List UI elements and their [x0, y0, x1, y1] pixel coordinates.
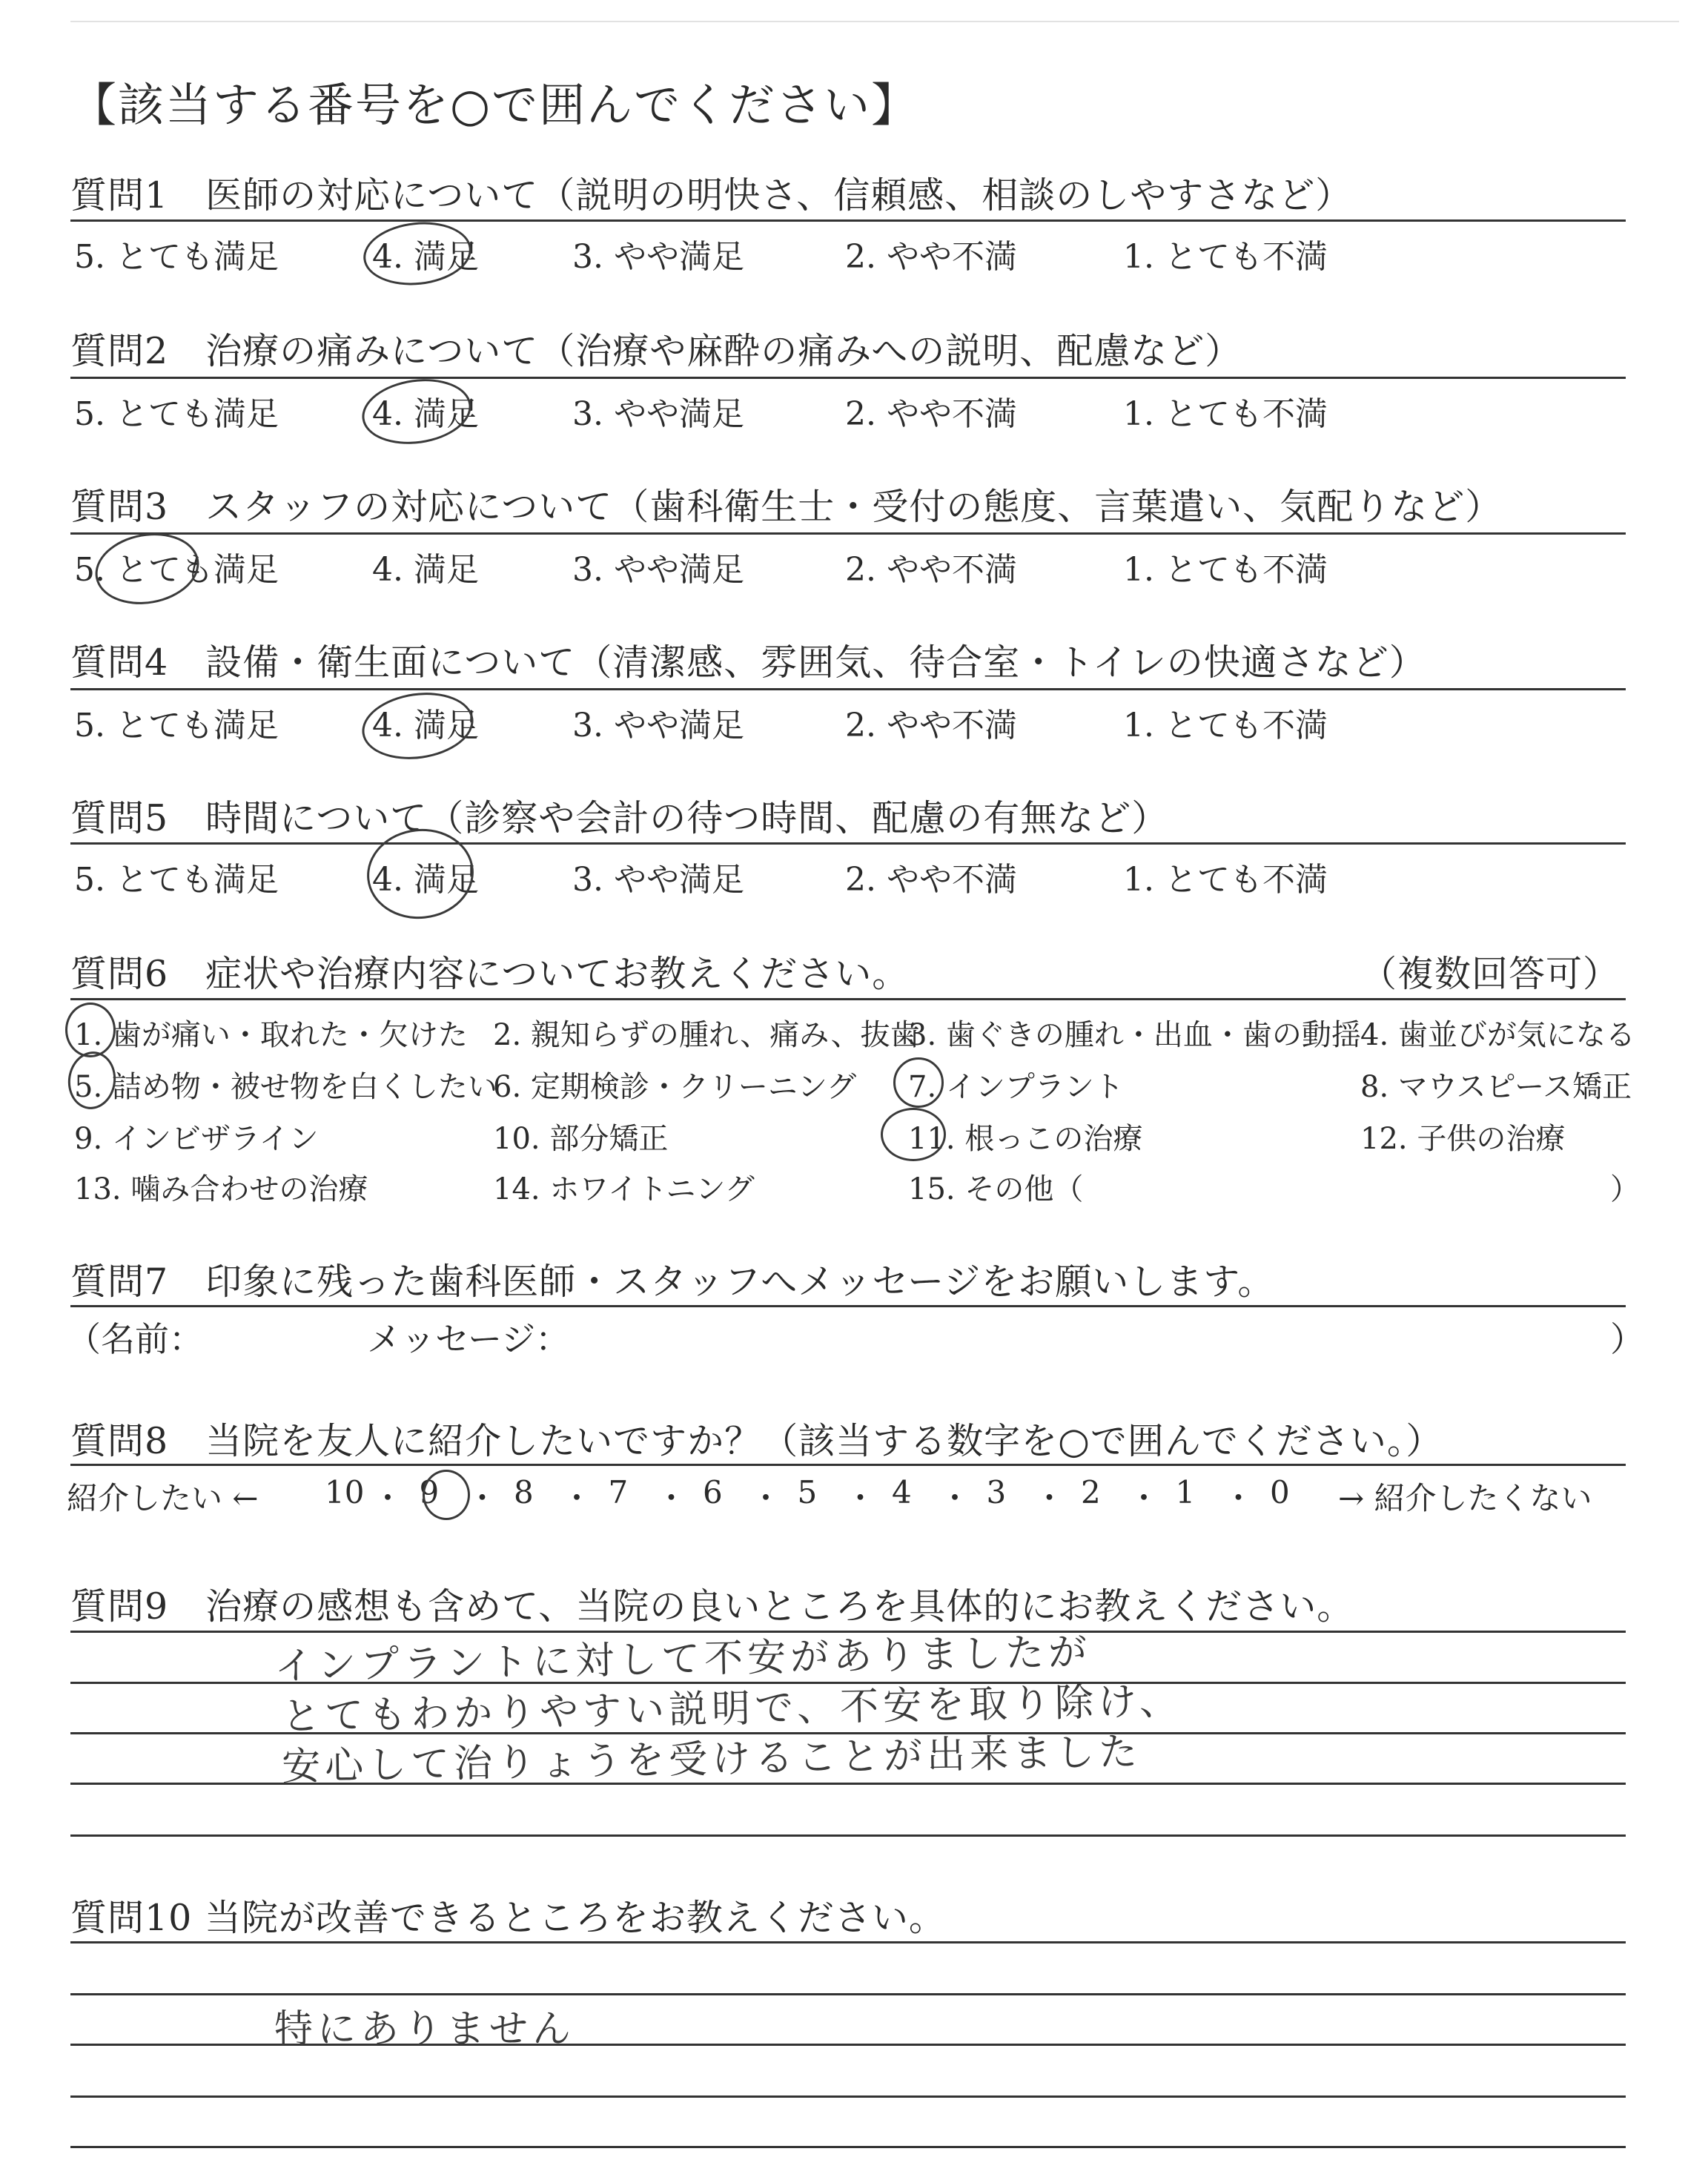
q6-option-2[interactable]: 2. 親知らずの腫れ、痛み、抜歯	[493, 1018, 920, 1052]
q7-message-label: メッセージ：	[367, 1319, 570, 1359]
q10-line-2	[70, 1993, 1626, 1995]
q8-scale-value-2[interactable]: 2	[1081, 1474, 1101, 1510]
q4-option-3[interactable]: 3. やや満足	[572, 707, 744, 744]
q6-option-7[interactable]: 7. インプラント	[908, 1070, 1124, 1104]
q8-scale-value-7[interactable]: 7	[608, 1474, 629, 1510]
question-3-title: 質問3 スタッフの対応について（歯科衛生士・受付の態度、言葉遣い、気配りなど）	[70, 486, 1503, 528]
q6-option-11[interactable]: 11. 根っこの治療	[908, 1122, 1143, 1156]
q1-selection-circle	[360, 217, 474, 291]
q6-selection-circle-1	[65, 1003, 116, 1057]
question-6-rule	[70, 998, 1626, 1000]
q6-option-3[interactable]: 3. 歯ぐきの腫れ・出血・歯の動揺	[908, 1018, 1361, 1052]
q10-line-5	[70, 2146, 1626, 2148]
question-4-title: 質問4 設備・衛生面について（清潔感、雰囲気、待合室・トイレの快適さなど）	[70, 641, 1426, 684]
q8-scale-value-8[interactable]: 8	[514, 1474, 534, 1510]
question-6-note: （複数回答可）	[1360, 953, 1621, 995]
question-2-rule	[70, 377, 1626, 379]
q9-line-5	[70, 1834, 1626, 1837]
q6-option-8[interactable]: 8. マウスピース矯正	[1360, 1070, 1632, 1104]
q10-line-4	[70, 2095, 1626, 2098]
q1-option-5[interactable]: 5. とても満足	[74, 238, 279, 276]
q8-scale-value-4[interactable]: 4	[892, 1474, 912, 1510]
q3-option-3[interactable]: 3. やや満足	[572, 551, 744, 589]
q8-scale-value-10[interactable]: 10	[325, 1474, 365, 1510]
question-7-title: 質問7 印象に残った歯科医師・スタッフへメッセージをお願いします。	[70, 1261, 1275, 1303]
q6-option-5[interactable]: 5. 詰め物・被せ物を白くしたい	[74, 1070, 497, 1104]
q8-scale-separator: ・	[372, 1480, 404, 1516]
q4-option-4[interactable]: 4. 満足	[372, 707, 479, 744]
q10-answer-line-1: 特にありません	[274, 2007, 576, 2052]
q7-close-paren: ）	[1610, 1319, 1644, 1359]
q5-option-5[interactable]: 5. とても満足	[74, 861, 279, 899]
q4-option-5[interactable]: 5. とても満足	[74, 707, 279, 744]
q6-option-13[interactable]: 13. 噛み合わせの治療	[74, 1172, 368, 1206]
q1-option-3[interactable]: 3. やや満足	[572, 238, 744, 276]
q8-scale-value-9[interactable]: 9	[419, 1474, 440, 1510]
question-2-title: 質問2 治療の痛みについて（治療や麻酔の痛みへの説明、配慮など）	[70, 330, 1242, 372]
q3-option-1[interactable]: 1. とても不満	[1123, 551, 1328, 589]
q1-option-4[interactable]: 4. 満足	[372, 238, 479, 276]
question-5-title: 質問5 時間について（診察や会計の待つ時間、配慮の有無など）	[70, 797, 1169, 839]
q3-option-4[interactable]: 4. 満足	[372, 551, 479, 589]
q9-answer-line-3: 安心して治りょうを受けることが出来ました	[281, 1729, 1142, 1790]
q2-option-1[interactable]: 1. とても不満	[1123, 395, 1328, 433]
question-1-title: 質問1 医師の対応について（説明の明快さ、信頼感、相談のしやすさなど）	[70, 174, 1353, 217]
question-7-rule	[70, 1305, 1626, 1307]
top-border	[70, 21, 1679, 22]
q8-scale-value-6[interactable]: 6	[703, 1474, 723, 1510]
question-6-title: 質問6 症状や治療内容についてお教えください。	[70, 953, 910, 995]
q8-right-label: → 紹介したくない	[1338, 1480, 1592, 1516]
q6-option-9[interactable]: 9. インビザライン	[74, 1122, 319, 1156]
q8-scale-value-5[interactable]: 5	[797, 1474, 818, 1510]
q8-left-label: 紹介したい ←	[67, 1480, 259, 1516]
q6-option-14[interactable]: 14. ホワイトニング	[493, 1172, 755, 1206]
q8-scale-separator: ・	[939, 1480, 971, 1516]
q5-option-1[interactable]: 1. とても不満	[1123, 861, 1328, 899]
q6-option-12[interactable]: 12. 子供の治療	[1360, 1122, 1566, 1156]
q4-option-2[interactable]: 2. やや不満	[845, 707, 1017, 744]
q3-option-2[interactable]: 2. やや不満	[845, 551, 1017, 589]
q5-option-3[interactable]: 3. やや満足	[572, 861, 744, 899]
q2-selection-circle	[358, 372, 476, 451]
question-8-title: 質問8 当院を友人に紹介したいですか？（該当する数字を○で囲んでください。）	[70, 1420, 1443, 1462]
q2-option-5[interactable]: 5. とても満足	[74, 395, 279, 433]
question-10-title: 質問10 当院が改善できるところをお教えください。	[70, 1897, 946, 1939]
q2-option-2[interactable]: 2. やや不満	[845, 395, 1017, 433]
q9-answer-line-2: とてもわかりやすい説明で、不安を取り除け、	[281, 1679, 1183, 1740]
q2-option-4[interactable]: 4. 満足	[372, 395, 479, 433]
q6-option-6[interactable]: 6. 定期検診・クリーニング	[493, 1070, 857, 1104]
q8-scale-separator: ・	[750, 1480, 782, 1516]
q8-scale-value-1[interactable]: 1	[1175, 1474, 1196, 1510]
q10-line-1	[70, 1941, 1626, 1943]
q2-option-3[interactable]: 3. やや満足	[572, 395, 744, 433]
q6-selection-circle-11	[881, 1108, 946, 1161]
question-3-rule	[70, 532, 1626, 535]
q8-scale-value-3[interactable]: 3	[986, 1474, 1007, 1510]
q8-scale-separator: ・	[655, 1480, 687, 1516]
q8-scale-separator: ・	[844, 1480, 876, 1516]
question-5-rule	[70, 842, 1626, 845]
q6-selection-circle-7	[893, 1057, 944, 1108]
form-title: 【該当する番号を○で囲んでください】	[70, 78, 919, 132]
question-1-rule	[70, 219, 1626, 222]
question-8-rule	[70, 1464, 1626, 1466]
q1-option-2[interactable]: 2. やや不満	[845, 238, 1017, 276]
q8-scale-separator: ・	[1128, 1480, 1160, 1516]
question-4-rule	[70, 688, 1626, 690]
q8-selection-circle	[423, 1470, 470, 1520]
q8-scale-separator: ・	[1033, 1480, 1065, 1516]
q6-other-close-paren: ）	[1610, 1172, 1640, 1206]
q8-scale-value-0[interactable]: 0	[1270, 1474, 1290, 1510]
q6-option-1[interactable]: 1. 歯が痛い・取れた・欠けた	[74, 1018, 468, 1052]
q3-option-5[interactable]: 5. とても満足	[74, 551, 279, 589]
q8-scale-separator: ・	[1222, 1480, 1254, 1516]
q8-scale-separator: ・	[466, 1480, 498, 1516]
q6-option-15[interactable]: 15. その他（	[908, 1172, 1084, 1206]
q9-answer-line-1: インプラントに対して不安がありましたが	[274, 1630, 1092, 1689]
q8-scale-separator: ・	[561, 1480, 593, 1516]
q5-option-4[interactable]: 4. 満足	[372, 861, 479, 899]
q5-option-2[interactable]: 2. やや不満	[845, 861, 1017, 899]
q6-option-4[interactable]: 4. 歯並びが気になる	[1360, 1018, 1635, 1052]
q6-option-10[interactable]: 10. 部分矯正	[493, 1122, 669, 1156]
q3-selection-circle	[90, 525, 205, 612]
q1-option-1[interactable]: 1. とても不満	[1123, 238, 1328, 276]
q7-name-label: （名前：	[67, 1319, 203, 1359]
question-9-title: 質問9 治療の感想も含めて、当院の良いところを具体的にお教えください。	[70, 1585, 1354, 1628]
q4-option-1[interactable]: 1. とても不満	[1123, 707, 1328, 744]
